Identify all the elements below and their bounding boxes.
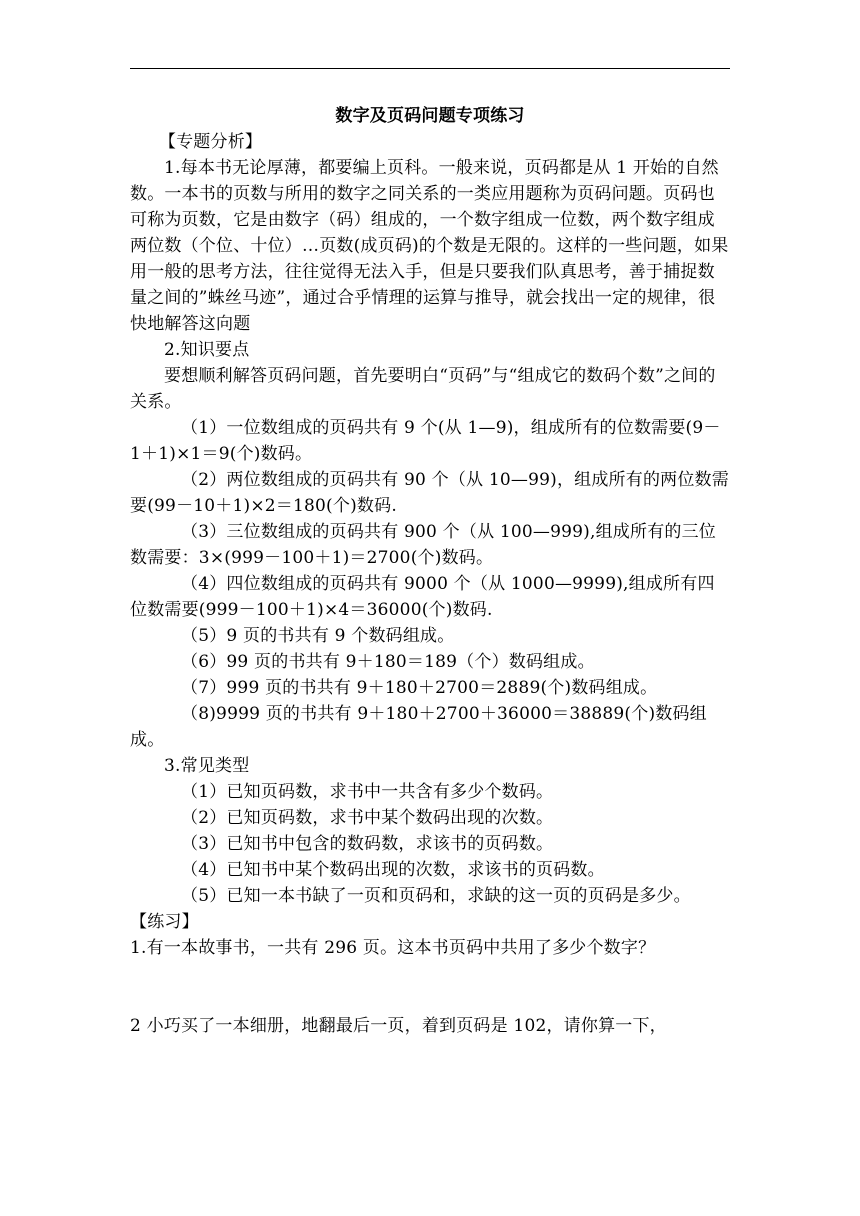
knowledge-point: （6）99 页的书共有 9＋180＝189（个）数码组成。: [181, 652, 595, 672]
type-item: （1）已知页码数，求书中一共含有多少个数码。: [181, 782, 554, 802]
knowledge-point: （7）999 页的书共有 9＋180＋2700＝2889(个)数码组成。: [181, 678, 658, 698]
knowledge-point: （4）四位数组成的页码共有 9000 个（从 1000—9999),组成所有四位数需要(999－100＋1)×4＝36000(个)数码.: [130, 574, 715, 620]
knowledge-point: （2）两位数组成的页码共有 90 个（从 10—99)，组成所有的两位数需要(99－10＋1)×2＝180(个)数码.: [130, 470, 729, 516]
knowledge-intro: 要想顺利解答页码问题，首先要明白“页码”与“组成它的数码个数”之间的关系。: [130, 366, 716, 412]
knowledge-heading: 2.知识要点: [164, 340, 250, 360]
knowledge-point: （5）9 页的书共有 9 个数码组成。: [181, 626, 455, 646]
knowledge-point: （8)9999 页的书共有 9＋180＋2700＋36000＝38889(个)数码组成。: [130, 704, 707, 750]
type-item: （3）已知书中包含的数码数，求该书的页码数。: [181, 834, 554, 854]
question-2: 2 小巧买了一本细册，地翻最后一页，着到页码是 102，请你算一下，: [130, 1016, 667, 1036]
practice-heading: 【练习】: [130, 912, 199, 932]
document-title: 数字及页码问题专项练习: [335, 106, 525, 126]
document-body: [130, 103, 730, 1039]
analysis-heading: 【专题分析】: [158, 132, 263, 152]
type-item: （2）已知页码数，求书中某个数码出现的次数。: [181, 808, 554, 828]
type-item: （5）已知一本书缺了一页和页码和，求缺的这一页的页码是多少。: [181, 886, 691, 906]
knowledge-point: （1）一位数组成的页码共有 9 个(从 1—9)，组成所有的位数需要(9－1＋1)×1＝9(个)数码。: [130, 418, 721, 464]
type-item: （4）已知书中某个数码出现的次数，求该书的页码数。: [181, 860, 605, 880]
paragraph-intro: 1.每本书无论厚薄，都要编上页科。一般来说，页码都是从 1 开始的自然数。一本书的页数与所用的数字之同关系的一类应用题称为页码问题。页码也可称为页数，它是由数字（码）组成的，一个数字组成一位数，两个数字组成两位数（个位、十位）…页数(成页码)的个数是无限的。这样的一些问题，如果用一般的思考方法，往往觉得无法入手，但是只要我们队真思考，善于捕捉数量之间的”蛛丝马迹”，通过合乎情理的运算与推导，就会找出一定的规律，很快地解答这向题: [130, 158, 729, 334]
answer-space: [130, 961, 730, 1013]
header-rule: [130, 68, 730, 69]
question-1: 1.有一本故事书，一共有 296 页。这本书页码中共用了多少个数字？: [130, 938, 656, 958]
types-heading: 3.常见类型: [164, 756, 250, 776]
knowledge-point: （3）三位数组成的页码共有 900 个（从 100—999),组成所有的三位数需要：3×(999－100＋1)＝2700(个)数码。: [130, 522, 717, 568]
